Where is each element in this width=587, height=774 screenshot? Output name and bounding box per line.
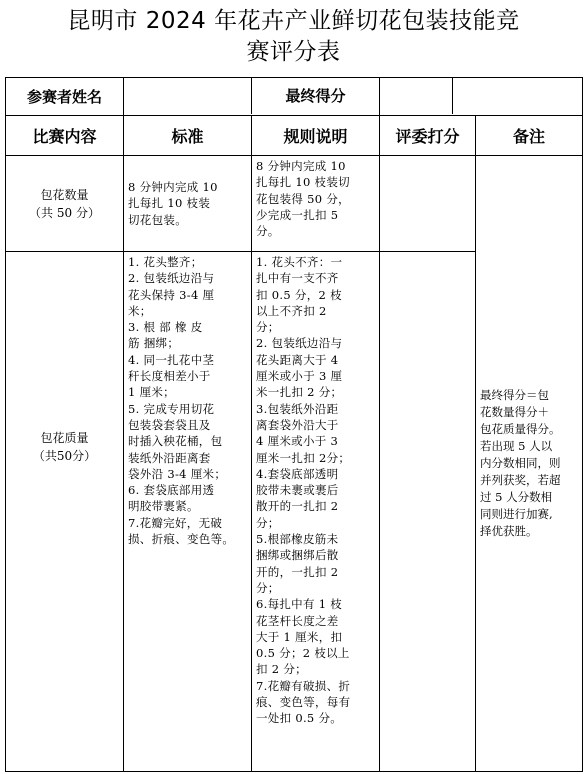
score-table: [5, 77, 583, 772]
quantity-content-cell: 包花数量 （共 50 分）: [6, 156, 124, 252]
quality-rules-cell: 1. 花头不齐：一 扎中有一支不齐 扣 0.5 分，2 枝 以上不齐扣 2 分； 2. 包装纸边沿与 花头距离大于 4 厘米或小于 3 厘 米一扎扣 2 分； 3.包装纸外沿距 离套袋外沿大于 4 厘米或小于 3 厘米一扎扣 2分； 4.套袋底部透明 胶带未裹或裹后 散开的一扎扣 2 分； 5.根部橡皮筋未 捆绑或捆绑后散 开的，一扎扣 2 分； 6.每扎中有 1 枝 花茎杆长度之差 大于 1 厘米，扣 0.5 分；2 枝以上 扣 2 分； 7.花瓣有破损、折 痕、变色等，每有 一处扣 0.5 分。: [252, 252, 380, 772]
table-row: [6, 156, 583, 252]
document-title: [0, 6, 587, 68]
quality-content-cell: 包花质量 （共50分）: [6, 252, 124, 772]
header-content: 比赛内容: [6, 116, 124, 156]
contestant-name-field[interactable]: [124, 78, 380, 116]
quantity-judge-score-input[interactable]: [380, 156, 476, 252]
title-line-1: 昆明市 2024 年花卉产业鲜切花包装技能竞: [67, 8, 520, 34]
quantity-rules-cell: 8 分钟内完成 10 扎每扎 10 枝装切 花包装得 50 分， 少完成一扎扣 5 分。: [252, 156, 380, 252]
remarks-cell: 最终得分＝包 花数量得分＋ 包花质量得分。 若出现 5 人以 内分数相同，则 并列获奖，若超 过 5 人分数相 同则进行加赛, 择优获胜。: [476, 156, 583, 772]
quantity-standard-cell: 8 分钟内完成 10 扎每扎 10 枝装 切花包装。: [124, 156, 252, 252]
final-score-field[interactable]: [380, 78, 583, 116]
quality-judge-score-input[interactable]: [380, 252, 476, 772]
header-standard: 标准: [124, 116, 252, 156]
header-judge-score: 评委打分: [380, 116, 476, 156]
header-remarks: 备注: [476, 116, 583, 156]
header-rules: 规则说明: [252, 116, 380, 156]
quality-standard-cell: 1. 花头整齐； 2. 包装纸边沿与 花头保持 3-4 厘 米； 3. 根 部 橡 皮 筋 捆绑； 4. 同一扎花中茎 秆长度相差小于 1 厘米； 5. 完成专用切花 包装袋套袋且及 时插入秧花桶，包 装纸外沿距离套 袋外沿 3-4 厘米； 6. 套袋底部用透 明胶带裹紧。 7.花瓣完好，无破 损、折痕、变色等。: [124, 252, 252, 772]
title-line-2: 赛评分表: [246, 39, 341, 65]
contestant-name-label: 参赛者姓名: [6, 78, 124, 116]
final-score-label: 最终得分: [251, 78, 379, 114]
